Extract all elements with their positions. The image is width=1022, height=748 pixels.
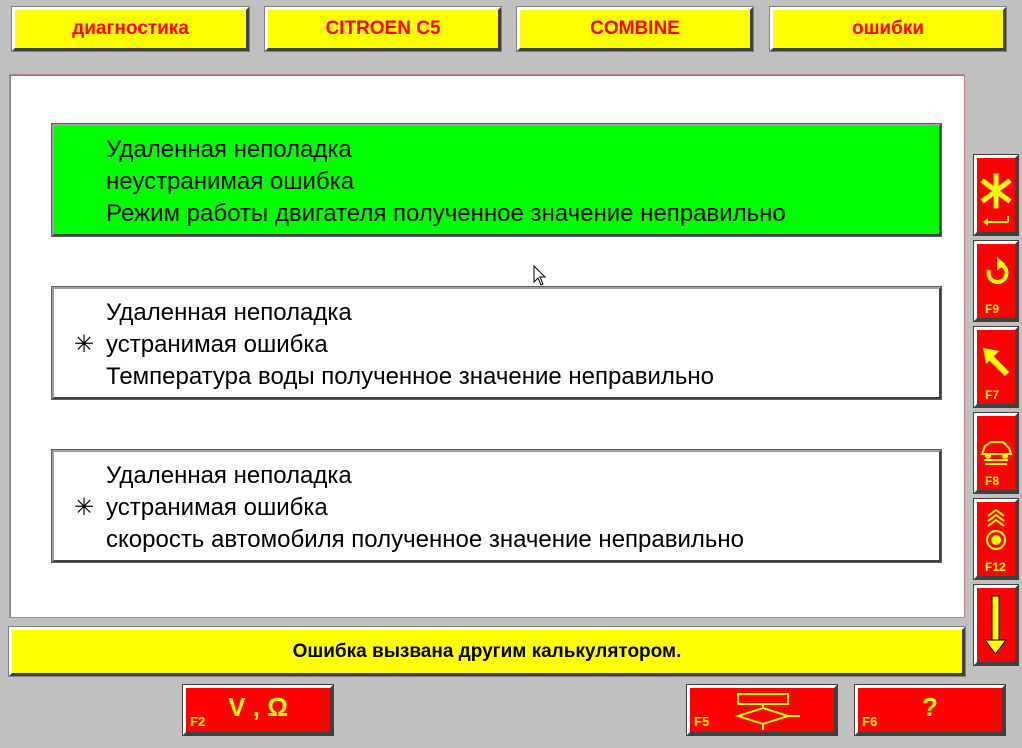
refresh-button[interactable] (974, 241, 1018, 321)
function-key-label: F2 (190, 714, 206, 729)
fault-type: устранимая ошибка (106, 331, 328, 358)
multimeter-button[interactable] (183, 685, 333, 735)
status-bar (9, 627, 965, 676)
fault-list-panel (9, 74, 965, 618)
clear-faults-icon (977, 158, 1015, 232)
vehicle-button[interactable] (974, 413, 1018, 493)
fault-source: Удаленная неполадка (106, 299, 352, 326)
function-key-label: F12 (985, 560, 1006, 574)
scroll-down-button[interactable] (974, 585, 1018, 665)
fault-type: устранимая ошибка (106, 494, 328, 521)
fault-item[interactable] (52, 287, 941, 399)
fault-item-selected[interactable] (52, 124, 941, 236)
function-key-label: F6 (862, 714, 878, 729)
fault-source: Удаленная неполадка (106, 462, 352, 489)
fault-source: Удаленная неполадка (106, 136, 352, 163)
help-button[interactable] (855, 685, 1005, 735)
help-icon: ? (922, 692, 938, 722)
tab-vehicle-model[interactable] (265, 7, 501, 51)
status-message: Ошибка вызвана другим калькулятором. (292, 640, 682, 662)
tab-diagnostics[interactable] (12, 7, 249, 51)
arrow-down-icon (977, 588, 1015, 662)
fault-description: скорость автомобиля полученное значение неправильно (106, 526, 744, 553)
tab-label: диагностика (72, 18, 189, 39)
flowchart-button[interactable] (687, 685, 837, 735)
tab-module[interactable] (517, 7, 753, 51)
fault-item[interactable] (52, 450, 941, 562)
fault-description: Режим работы двигателя полученное значение неправильно (106, 200, 786, 227)
flowchart-icon (690, 688, 834, 732)
function-key-label: F8 (985, 474, 1000, 488)
fault-description: Температура воды полученное значение неправильно (106, 363, 714, 390)
multimeter-icon: V , Ω (228, 692, 288, 722)
tab-faults[interactable] (770, 7, 1006, 51)
function-key-label: F9 (985, 302, 1000, 316)
fault-mark: ✳ (74, 494, 95, 521)
tab-label: CITROEN C5 (325, 18, 441, 39)
function-key-label: F7 (985, 388, 1000, 402)
back-button[interactable] (974, 327, 1018, 407)
tab-label: COMBINE (590, 18, 680, 39)
fault-type: неустранимая ошибка (106, 168, 355, 195)
clear-faults-button[interactable] (974, 155, 1018, 235)
function-key-label: F5 (694, 714, 710, 729)
mouse-cursor-icon (533, 265, 547, 287)
ecu-diagnose-button[interactable] (974, 499, 1018, 579)
tab-label: ошибки (851, 18, 925, 39)
fault-mark: ✳ (74, 331, 95, 358)
